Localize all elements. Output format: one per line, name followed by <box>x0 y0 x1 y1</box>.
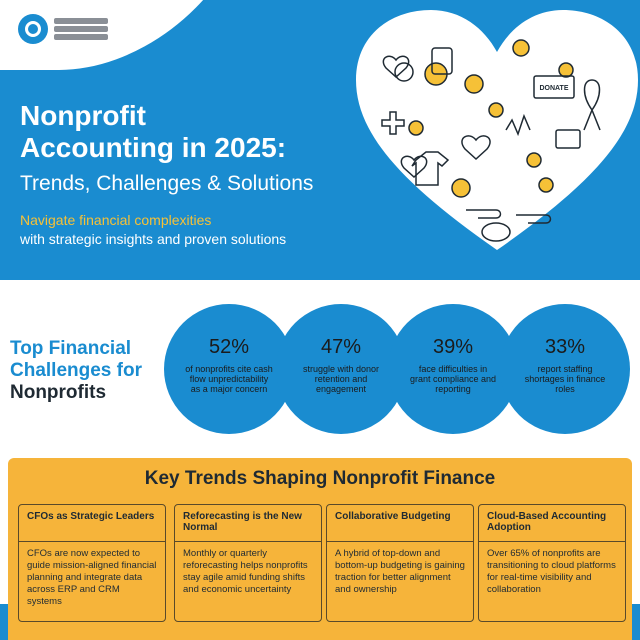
trend-card-body: Over 65% of nonprofits are transitioning to cloud platforms for real-time visibility and collaboration <box>487 548 616 595</box>
trend-card <box>18 504 166 622</box>
challenges-title-line: Nonprofits <box>10 382 107 403</box>
challenges-title <box>10 338 170 404</box>
donate-label: DONATE <box>539 85 569 92</box>
brand-logo <box>18 14 108 44</box>
heart-illustration <box>356 10 638 255</box>
title-line-2: Accounting in 2025: <box>20 132 287 163</box>
stat-label: struggle with donor retention and engagement <box>302 364 380 394</box>
stat-circle <box>388 304 518 434</box>
stat-value: 47% <box>320 336 362 358</box>
trends-panel <box>8 458 632 640</box>
stat-label: of nonprofits cite cash flow unpredictability as a major concern <box>185 364 273 394</box>
trend-card-title: Collaborative Budgeting <box>335 511 451 522</box>
stat-label: face difficulties in grant compliance and reporting <box>409 364 497 394</box>
stat-circle <box>276 304 406 434</box>
page-title <box>20 100 286 164</box>
hero-banner <box>0 0 640 280</box>
trend-card-body: A hybrid of top-down and bottom-up budgeting is gaining traction for better alignment and ownership <box>335 548 465 595</box>
logo-wordmark <box>54 18 108 40</box>
tagline-highlight: Navigate financial complexities <box>20 212 212 228</box>
trend-card-body: Monthly or quarterly reforecasting helps nonprofits stay agile amid funding shifts and economic uncertainty <box>183 548 308 595</box>
challenges-title-line: Top Financial <box>10 338 132 359</box>
title-line-1: Nonprofit <box>20 100 146 131</box>
stat-circle <box>164 304 294 434</box>
stat-label: report staffing shortages in finance roles <box>524 364 606 394</box>
trend-card-title: Reforecasting is the New Normal <box>183 511 302 533</box>
trend-card-body: CFOs are now expected to guide mission-aligned financial planning and integrate data across ERP and CRM systems <box>27 548 157 607</box>
trend-card-title: CFOs as Strategic Leaders <box>27 511 155 522</box>
tagline-rest: with strategic insights and proven solutions <box>20 231 287 247</box>
stat-circle <box>500 304 630 434</box>
challenges-title-line: Challenges for <box>10 360 142 381</box>
trend-card <box>174 504 322 622</box>
stat-value: 39% <box>432 336 474 358</box>
trend-card-title: Cloud-Based Accounting Adoption <box>487 511 607 533</box>
stat-value: 33% <box>544 336 586 358</box>
logo-mark-icon <box>18 14 48 44</box>
trends-heading: Key Trends Shaping Nonprofit Finance <box>144 468 496 489</box>
trend-card <box>478 504 626 622</box>
page-subtitle: Trends, Challenges & Solutions <box>20 172 314 195</box>
stat-value: 52% <box>208 336 250 358</box>
trend-card <box>326 504 474 622</box>
